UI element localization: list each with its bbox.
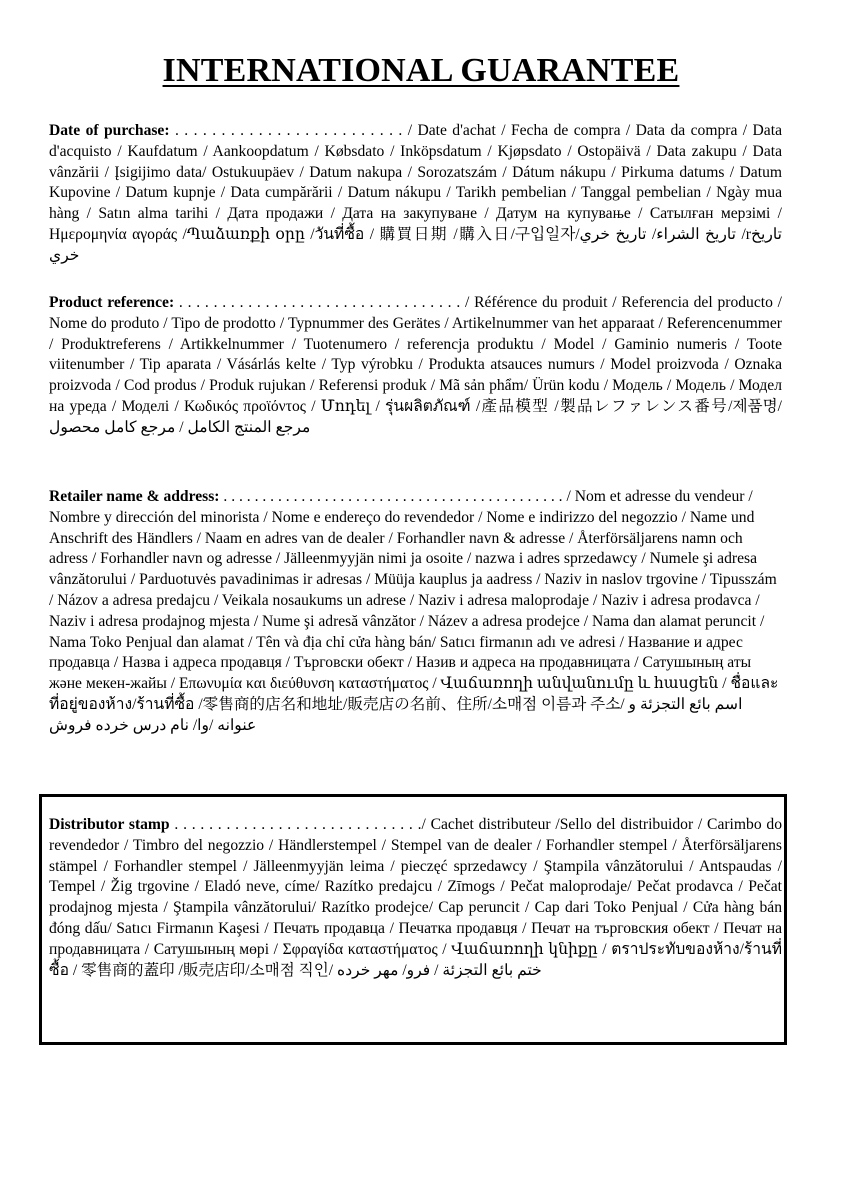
distributor-stamp-translations: ./ Cachet distributeur /Sello del distribuidor / Carimbo do revendedor / Timbro del negozzio / Händlerstempel / Stempel van de dealer / Forhandler stempel / Återförsäljarens stämpel / Forhandler stempel / Jälleenmyyjän leima / pieczęć sprzedawcy / Ştampila vânzătorului / Antspaudas / Tempel / Žig trgovine / Eladó neve, címe/ Razítko predajcu / Zīmogs / Pečat maloprodaje/ Pečat prodavca / Pečat prodajnog mjesta / Ştampila vânzătorului/ Razítko prodejce/ Cap peruncit / Cap dari Toko Penjual / Cửa hàng bán đóng dấu/ Satıcı Firmanın Kaşesi / Печать продавца / Печатка продавця / Печат на търговския обект / Печат на продавницата / Сатушының мөрі / Σφραγίδα καταστήματος / Վաճառողի կնիքը / ตราประทับของห้าง/ร้านที่ซื้อ / 零售商的蓋印 /販売店印/소매점 직인/ ختم بائع التجزئة / فرو/ مهر خرده	[49, 816, 782, 979]
product-reference-translations: / Référence du produit / Referencia del producto / Nome do produto / Tipo de prodotto / Typnummer des Gerätes / Artikelnummer van het apparaat / Referencenummer / Produktreferens / Artikkelnummer / Tuotenumero / referencja produktu / Model / Gaminio numeris / Toote viitenumber / Tip aparata / Vásárlás kelte / Typ výrobku / Produkta atsauces numurs / Model proizvoda / Oznaka proizvoda / Cod produs / Produk rujukan / Referensi produk / Mã sản phẩm/ Ürün kodu / Модель / Модель / Модел на уреда / Моделі / Κωδικός προϊόντος / Մոդել / รุ่นผลิตภัณฑ์ /產品模型 /製品レファレンス番号/제품명/ مرجع المنتج الكامل / مرجع كامل محصول	[49, 294, 782, 436]
product-reference-label: Product reference:	[49, 294, 175, 311]
distributor-stamp-section	[49, 815, 782, 981]
retailer-label: Retailer name & address:	[49, 488, 220, 505]
retailer-dots: . . . . . . . . . . . . . . . . . . . . . . . . . . . . . . . . . . . . . . . . . . . .	[219, 488, 567, 505]
page-title	[0, 52, 842, 90]
product-reference-section	[49, 293, 782, 439]
distributor-stamp-dots: . . . . . . . . . . . . . . . . . . . . . . . . . . . .	[169, 816, 418, 833]
date-of-purchase-translations: / Date d'achat / Fecha de compra / Data da compra / Data d'acquisto / Kaufdatum / Aankoopdatum / Købsdato / Inköpsdatum / Kjøpsdato / Ostopäivä / Data zakupu / Data vânzării / Įsigijimo data/ Ostukuupäev / Datum nakupa / Sorozatszám / Dátum nákupu / Pirkuma datums / Datum Kupovine / Datum kupnje / Data cumpărării / Datum nákupu / Tarikh pembelian / Tanggal pembelian / Ngày mua hàng / Satın alma tarihi / Дата продажи / Дата на закупуване / Датум на купување / Сатылған мерзімі / Ημερομηνία αγοράς /Պաձառքի օրը /วันที่ซื้อ / 購買日期 /購入日/구입일자/تاريخ الشراء/ تاريخ خري /rتاريخ خري	[49, 122, 783, 264]
date-of-purchase-label: Date of purchase:	[49, 122, 170, 139]
date-of-purchase-dots: . . . . . . . . . . . . . . . . . . . . . . . . .	[169, 122, 408, 139]
product-reference-dots: . . . . . . . . . . . . . . . . . . . . . . . . . . . . . . . . .	[174, 294, 465, 311]
distributor-stamp-label: Distributor stamp	[49, 816, 170, 833]
retailer-translations: / Nom et adresse du vendeur / Nombre y dirección del minorista / Nome e endereço do revendedor / Nome e indirizzo del negozzio / Name und Anschrift des Händlers / Naam en adres van de dealer / Forhandler navn & adresse / Återförsäljarens namn och adress / Forhandler navn og adresse / Jälleenmyyjän nimi ja osoite / nazwa i adres sprzedawcy / Numele şi adresa vânzătorului / Parduotuvės pavadinimas ir adresas / Müüja kauplus ja aadress / Naziv in naslov trgovine / Tipusszám / Názov a adresa predajcu / Veikala nosaukums un adrese / Naziv i adresa maloprodaje / Naziv i adresa prodavca / Naziv i adresa prodajnog mjesta / Nume şi adresă vânzător / Název a adresa prodejce / Nama dan alamat peruncit / Nama Toko Penjual dan alamat / Tên và địa chỉ cửa hàng bán/ Satıcı firmanın adı ve adresi / Название и адрес продавца / Назва і адреса продавця / Търговски обект / Назив и адреса на продавницата / Сатушының аты және мекен-жайы / Επωνυμία και διεύθυνση καταστήματος / Վաճառողի անվանումը և հասցեն / ชื่อและที่อยู่ของห้าง/ร้านที่ซื้อ /零售商的店名和地址/販売店の名前、住所/소매점 이름과 주소/ اسم بائع التجزئة و عنوانه /وا/ نام درس خرده فروش	[49, 488, 779, 734]
retailer-section	[49, 487, 782, 737]
date-of-purchase-section	[49, 121, 782, 267]
page-title-text: INTERNATIONAL GUARANTEE	[162, 52, 680, 89]
